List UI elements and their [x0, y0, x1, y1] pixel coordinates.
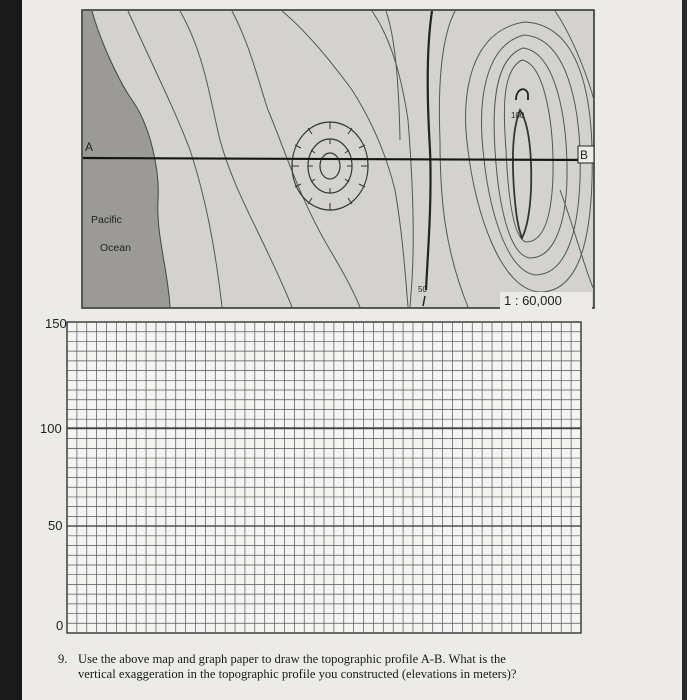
point-b-label: B: [580, 148, 589, 162]
ocean-label-line1: Pacific: [91, 214, 122, 226]
dark-edge-left: [0, 0, 22, 700]
point-a-label: A: [85, 140, 94, 154]
y-axis-label-50: 50: [48, 518, 63, 533]
contour-100-label: 100: [511, 111, 525, 120]
question-line1: Use the above map and graph paper to draw the topographic profile A-B. What is the: [78, 652, 506, 666]
y-axis-label-100: 100: [40, 421, 62, 436]
y-axis-label-150: 150: [45, 316, 67, 331]
question-9: [58, 652, 618, 682]
contour-50-label: 50: [418, 285, 427, 294]
ocean-label-line2: Ocean: [100, 242, 131, 254]
question-line2: vertical exaggeration in the topographic profile you constructed (elevations in meters)?: [78, 667, 517, 681]
question-number: 9.: [58, 652, 68, 666]
map-scale-label: 1 : 60,000: [504, 293, 562, 308]
topographic-map: [82, 10, 594, 309]
graph-paper: [40, 316, 581, 633]
y-axis-label-0: 0: [56, 618, 64, 633]
dark-edge-right: [682, 0, 687, 700]
